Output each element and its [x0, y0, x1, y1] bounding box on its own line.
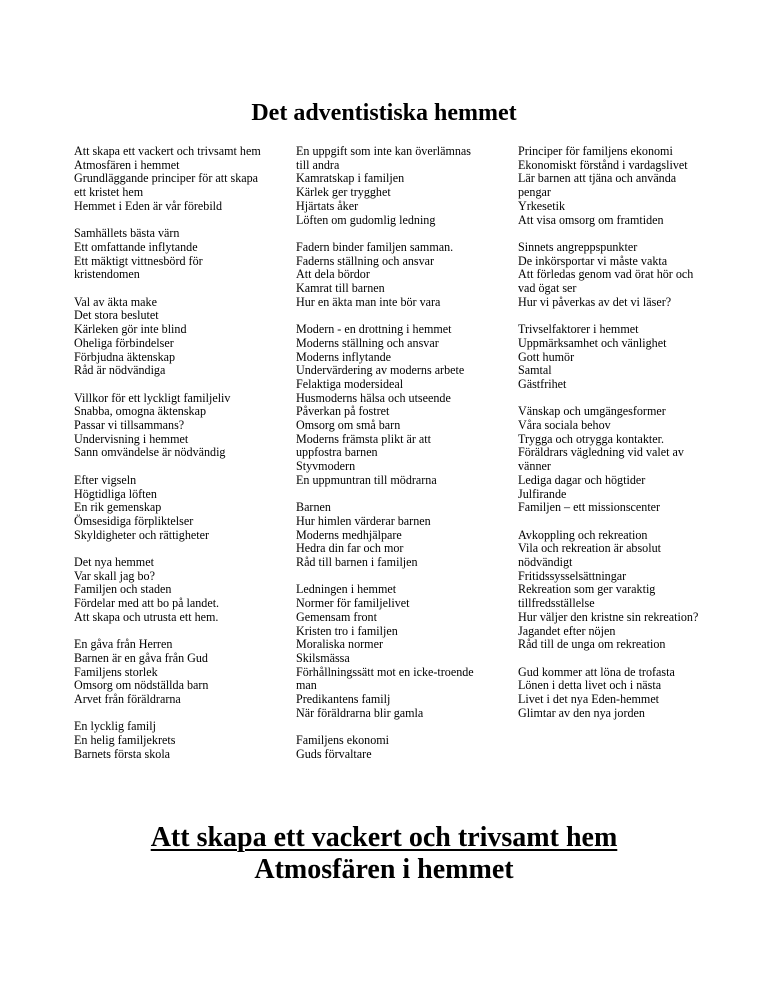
toc-entry: Samtal: [518, 363, 552, 378]
toc-entry: Familjen och staden: [74, 582, 172, 597]
toc-entry: Fördelar med att bo på landet.: [74, 596, 220, 611]
toc-entry: Gott humör: [518, 349, 575, 364]
toc-entry: Förhållningssätt mot en icke-troende man: [296, 664, 474, 693]
toc-section: [518, 405, 708, 515]
toc-entry: Hur himlen värderar barnen: [296, 513, 431, 528]
chapter-heading: [0, 822, 768, 886]
toc-section: [518, 241, 708, 310]
toc-entry: Att dela bördor: [296, 267, 370, 282]
toc-entry: Guds förvaltare: [296, 746, 372, 761]
toc-entry: Barnen är en gåva från Gud: [74, 650, 208, 665]
toc-entry: Var skall jag bo?: [74, 568, 155, 583]
toc-entry: Familjen – ett missionscenter: [518, 500, 661, 515]
toc-entry: Ekonomiskt förstånd i vardagslivet: [518, 157, 688, 172]
toc-column-2: [296, 145, 476, 775]
toc-section-heading: Modern - en drottning i hemmet: [296, 322, 452, 337]
toc-section: [74, 638, 264, 707]
toc-section: [74, 556, 264, 625]
toc-section: [74, 145, 264, 214]
toc-entry: Vila och rekreation är absolut nödvändigt: [518, 541, 661, 570]
toc-section-heading: Efter vigseln: [74, 472, 137, 487]
toc-entry: Jagandet efter nöjen: [518, 623, 616, 638]
toc-section-heading: Gud kommer att löna de trofasta: [518, 664, 675, 679]
toc-entry: Råd till barnen i familjen: [296, 555, 418, 570]
toc-entry: Oheliga förbindelser: [74, 335, 174, 350]
toc-section: [74, 392, 264, 461]
toc-entry: Moraliska normer: [296, 637, 383, 652]
toc-entry: Faderns ställning och ansvar: [296, 253, 435, 268]
toc-entry: Hjärtats åker: [296, 198, 359, 213]
toc-entry: Kamratskap i familjen: [296, 171, 405, 186]
toc-entry: Trygga och otrygga kontakter.: [518, 431, 664, 446]
toc-entry: Moderns främsta plikt är att uppfostra barnen: [296, 431, 432, 460]
toc-section: [296, 583, 476, 720]
toc-section-heading: En gåva från Herren: [74, 637, 173, 652]
toc-entry: Påverkan på fostret: [296, 404, 390, 419]
toc-section-heading: Principer för familjens ekonomi: [518, 144, 673, 158]
toc-entry: Grundläggande principer för att skapa ett kristet hem: [74, 171, 259, 200]
toc-entry: Våra sociala behov: [518, 418, 611, 433]
toc-entry: Styvmodern: [296, 459, 356, 474]
toc-entry: Normer för familjelivet: [296, 596, 410, 611]
toc-column-3: [518, 145, 708, 734]
toc-section: [74, 296, 264, 378]
toc-entry: Predikantens familj: [296, 692, 391, 707]
toc-section-heading: Trivselfaktorer i hemmet: [518, 322, 639, 337]
toc-entry: Att förledas genom vad örat hör och vad ögat ser: [518, 267, 694, 296]
toc-entry: Skilsmässa: [296, 650, 350, 665]
toc-entry: Hur vi påverkas av det vi läser?: [518, 294, 672, 309]
toc-section-heading: Familjens ekonomi: [296, 733, 390, 748]
toc-section-heading: Avkoppling och rekreation: [518, 527, 648, 542]
toc-entry: Moderns ställning och ansvar: [296, 335, 439, 350]
toc-section-heading: Sinnets angreppspunkter: [518, 239, 638, 254]
chapter-subtitle: Atmosfären i hemmet: [254, 854, 514, 885]
toc-section: [74, 474, 264, 543]
toc-entry: Snabba, omogna äktenskap: [74, 404, 206, 419]
toc-entry: Hemmet i Eden är vår förebild: [74, 198, 223, 213]
toc-entry: En rik gemenskap: [74, 500, 162, 515]
page-title: Det adventistiska hemmet: [251, 100, 517, 126]
toc-entry: Omsorg om nödställda barn: [74, 678, 209, 693]
toc-entry: Fritidssysselsättningar: [518, 568, 627, 583]
toc-entry: Gästfrihet: [518, 376, 567, 391]
toc-section: [518, 529, 708, 652]
toc-section-heading: Samhällets bästa värn: [74, 226, 180, 241]
toc-entry: Barnets första skola: [74, 746, 171, 761]
toc-entry: Husmoderns hälsa och utseende: [296, 390, 451, 405]
toc-entry: Föräldrars vägledning vid valet av vänner: [518, 445, 684, 474]
toc-entry: Lediga dagar och högtider: [518, 472, 646, 487]
toc-entry: Yrkesetik: [518, 198, 566, 213]
toc-entry: Omsorg om små barn: [296, 418, 401, 433]
toc-entry: Hur en äkta man inte bör vara: [296, 294, 441, 309]
toc-entry: Ömsesidiga förpliktelser: [74, 513, 194, 528]
toc-entry: Råd är nödvändiga: [74, 363, 166, 378]
toc-entry: Att skapa och utrusta ett hem.: [74, 609, 219, 624]
toc-entry: Löften om gudomlig ledning: [296, 212, 436, 227]
toc-entry: Uppmärksamhet och vänlighet: [518, 335, 667, 350]
toc-section: [296, 241, 476, 310]
toc-entry: Hedra din far och mor: [296, 541, 404, 556]
toc-section: [296, 323, 476, 487]
toc-entry: Förbjudna äktenskap: [74, 349, 176, 364]
toc-entry: Moderns medhjälpare: [296, 527, 402, 542]
toc-section-heading: Ledningen i hemmet: [296, 582, 397, 597]
toc-entry: Högtidliga löften: [74, 486, 157, 501]
toc-section: [296, 145, 476, 227]
toc-section: [74, 227, 264, 282]
toc-entry: Lär barnen att tjäna och använda pengar: [518, 171, 677, 200]
toc-entry: Skyldigheter och rättigheter: [74, 527, 210, 542]
toc-entry: Undervisning i hemmet: [74, 431, 189, 446]
toc-entry: Gemensam front: [296, 609, 377, 624]
toc-section: [296, 734, 476, 761]
toc-section-heading: Val av äkta make: [74, 294, 157, 309]
toc-section: [296, 501, 476, 570]
toc-entry: Passar vi tillsammans?: [74, 418, 185, 433]
toc-entry: Julfirande: [518, 486, 567, 501]
toc-section-heading: En uppgift som inte kan överlämnas till andra: [296, 144, 471, 172]
toc-entry: Kristen tro i familjen: [296, 623, 398, 638]
toc-entry: Lönen i detta livet och i nästa: [518, 678, 662, 693]
toc-entry: Livet i det nya Eden-hemmet: [518, 692, 660, 707]
toc-section-heading: Villkor för ett lyckligt familjeliv: [74, 390, 231, 405]
toc-section-heading: Fadern binder familjen samman.: [296, 239, 454, 254]
toc-section-heading: Vänskap och umgängesformer: [518, 404, 666, 419]
toc-entry: En helig familjekrets: [74, 733, 176, 748]
toc-entry: Undervärdering av moderns arbete: [296, 363, 465, 378]
toc-column-1: [74, 145, 264, 775]
toc-entry: Kärleken gör inte blind: [74, 322, 187, 337]
toc-entry: De inkörsportar vi måste vakta: [518, 253, 668, 268]
toc-section-heading: Det nya hemmet: [74, 555, 154, 570]
toc-entry: Kamrat till barnen: [296, 281, 385, 296]
toc-entry: Sann omvändelse är nödvändig: [74, 445, 226, 460]
toc-entry: Felaktiga modersideal: [296, 376, 404, 391]
toc-entry: Arvet från föräldrarna: [74, 692, 181, 707]
toc-section: [518, 145, 708, 227]
toc-entry: Atmosfären i hemmet: [74, 157, 180, 172]
toc-section: [518, 323, 708, 392]
toc-entry: Hur väljer den kristne sin rekreation?: [518, 609, 699, 624]
toc-entry: Familjens storlek: [74, 664, 158, 679]
toc-entry: Ett omfattande inflytande: [74, 239, 198, 254]
toc-entry: Råd till de unga om rekreation: [518, 637, 666, 652]
toc-entry: En uppmuntran till mödrarna: [296, 472, 437, 487]
toc-entry: Ett mäktigt vittnesbörd för kristendomen: [74, 253, 203, 282]
toc-entry: Moderns inflytande: [296, 349, 392, 364]
toc-section: [518, 666, 708, 721]
chapter-title: Att skapa ett vackert och trivsamt hem: [150, 822, 618, 853]
toc-section: [74, 720, 264, 761]
toc-section-heading: En lycklig familj: [74, 719, 156, 734]
toc-section-heading: Barnen: [296, 500, 331, 515]
toc-entry: Att visa omsorg om framtiden: [518, 212, 664, 227]
toc-entry: Rekreation som ger varaktig tillfredsställelse: [518, 582, 656, 611]
toc-entry: Det stora beslutet: [74, 308, 159, 323]
toc-section-heading: Att skapa ett vackert och trivsamt hem: [74, 144, 261, 158]
toc-entry: När föräldrarna blir gamla: [296, 705, 424, 720]
toc-entry: Glimtar av den nya jorden: [518, 705, 645, 720]
toc-entry: Kärlek ger trygghet: [296, 185, 391, 200]
